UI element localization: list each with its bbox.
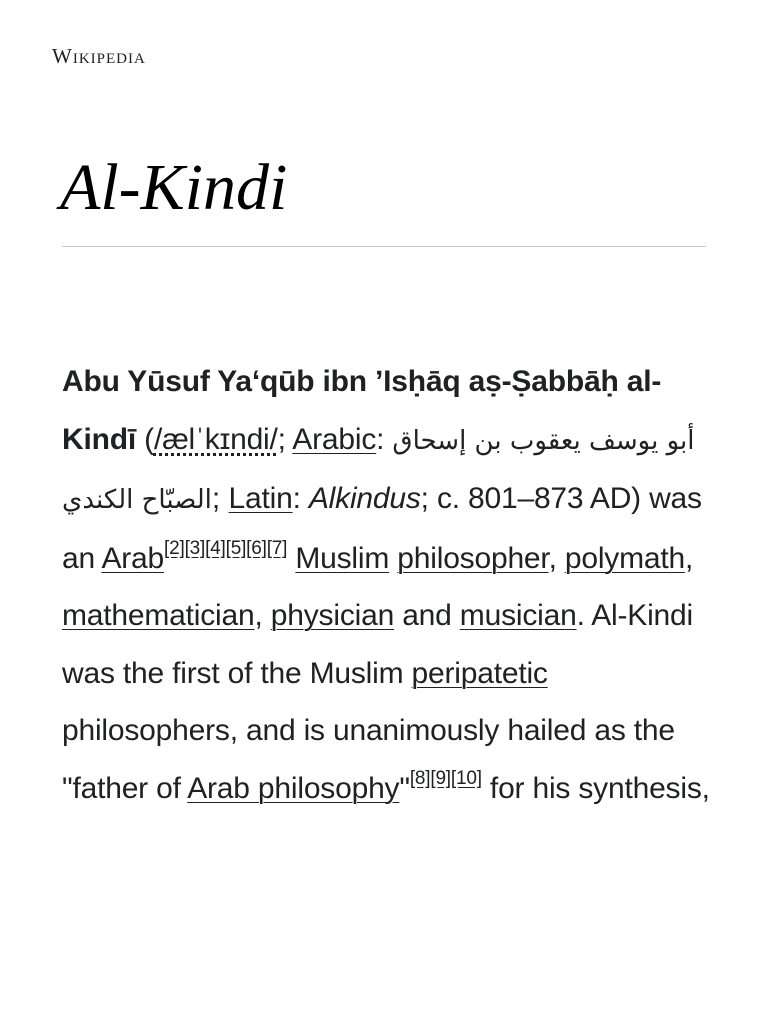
arab-philosophy-link-word-2: philosophy — [257, 771, 400, 805]
reference-link[interactable]: [2] — [164, 537, 185, 559]
subject-name-bold-2: al-Kindī — [62, 365, 662, 456]
reference-link[interactable]: [6] — [246, 537, 267, 559]
text-fragment — [250, 772, 258, 805]
text-fragment: . Al-Kindi was the first of the Muslim — [62, 599, 693, 690]
text-fragment: and — [394, 599, 460, 632]
arab-link[interactable]: Arab — [101, 541, 165, 575]
ipa-pronunciation-link[interactable]: /ælˈkɪndi/ — [153, 422, 278, 456]
arabic-name-text: أبو يوسف يعقوب بن إسحاق الصبّاح الكندي — [62, 425, 695, 515]
subject-name-bold: Abu Yūsuf Yaʻqūb ibn ʼIsḥāq aṣ-Ṣabbāḥ — [62, 365, 619, 398]
reference-link[interactable]: [9] — [430, 767, 451, 789]
text-fragment: ; — [277, 422, 293, 456]
text-fragment: , — [684, 541, 694, 575]
reference-link[interactable]: [10] — [450, 767, 482, 789]
muslim-link[interactable]: Muslim — [295, 541, 390, 575]
latin-language-link[interactable]: Latin — [228, 482, 293, 515]
arab-philosophy-link-word-1: Arab — [187, 771, 250, 805]
text-fragment: : — [376, 422, 393, 456]
text-fragment: ; — [211, 482, 229, 515]
text-fragment: " — [399, 771, 410, 805]
text-fragment: ; c. 801–873 AD) was an — [62, 482, 702, 575]
text-fragment: : — [292, 482, 309, 515]
mathematician-link[interactable]: mathematician — [62, 599, 255, 632]
text-fragment: ( — [136, 422, 154, 456]
arabic-language-link[interactable]: Arabic — [292, 422, 377, 456]
physician-link[interactable]: physician — [270, 599, 395, 632]
page-title: Al-Kindi — [60, 151, 288, 224]
polymath-link[interactable]: polymath — [564, 541, 685, 575]
text-fragment: philosophers, and is unanimously hailed as the "father of — [62, 714, 675, 805]
philosopher-link[interactable]: philosopher — [397, 541, 549, 575]
article-intro-paragraph — [62, 353, 712, 817]
reference-link[interactable]: [5] — [225, 537, 247, 559]
title-divider — [62, 246, 706, 247]
reference-link[interactable]: [7] — [266, 537, 288, 559]
arab-philosophy-link[interactable] — [187, 772, 399, 805]
musician-link[interactable]: musician — [459, 599, 577, 632]
text-fragment: , — [254, 599, 271, 632]
text-fragment: , — [548, 541, 565, 575]
reference-group-1 — [164, 538, 287, 559]
reference-link[interactable]: [8] — [409, 767, 431, 789]
text-fragment: for his synthesis, — [481, 771, 710, 805]
latin-name-text: Alkindus — [308, 482, 421, 515]
reference-link[interactable]: [3] — [184, 537, 206, 559]
reference-link[interactable]: [4] — [205, 537, 226, 559]
reference-group-2 — [410, 768, 482, 789]
peripatetic-link[interactable]: peripatetic — [411, 656, 548, 690]
wikipedia-logo[interactable]: Wikipedia — [52, 44, 146, 68]
